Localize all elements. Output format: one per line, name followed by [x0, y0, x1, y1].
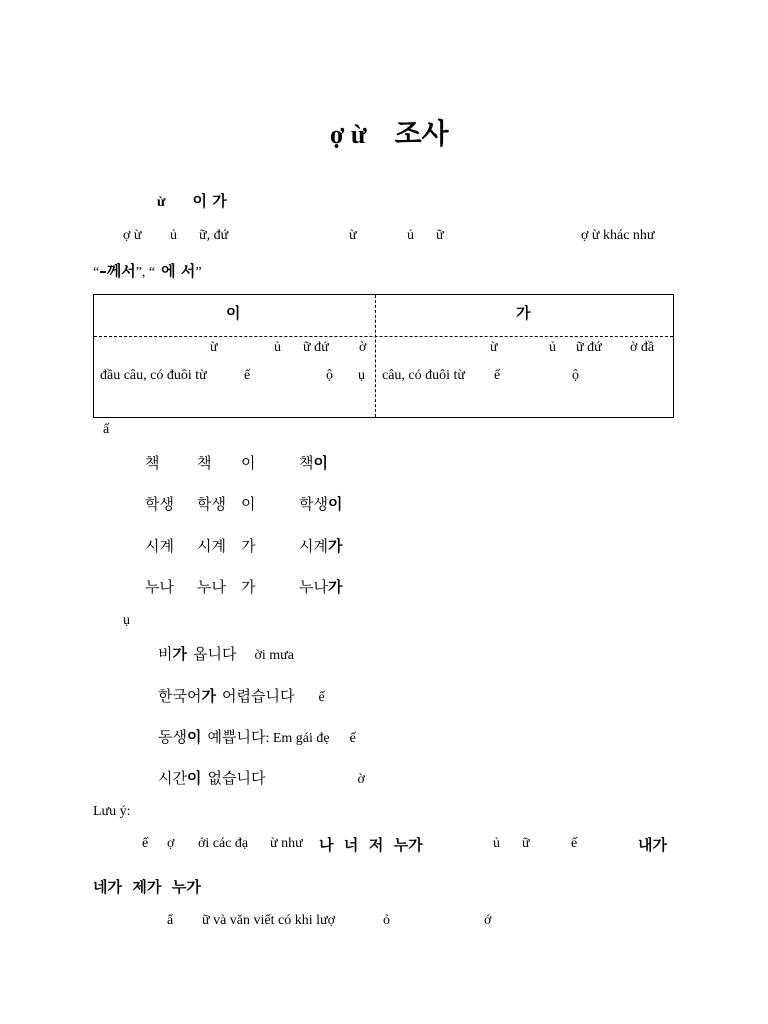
- sentence-row: 비가 옵니다 ời mưa: [158, 645, 294, 663]
- usage-label: ụ: [123, 613, 130, 628]
- section-heading: ừ 이 가: [157, 192, 227, 210]
- sentence-row: 시간이 없습니다 ờ: [158, 769, 365, 787]
- example-row: 누나 누나 가 누나가: [145, 578, 343, 596]
- example-row: 시계 시계 가 시계가: [145, 537, 343, 555]
- example-row: 학생 학생 이 학생이: [145, 495, 343, 513]
- title-viet: ợ ừ: [330, 120, 367, 149]
- example-label: ấ: [103, 422, 110, 437]
- particle-table: 이 가 ừ ủ ữ đứ ờ đầu câu, có đuôi từ ế ộ ụ ừ ủ ữ đứ ờ đầ câu, có đuôi từ ế ộ: [93, 294, 674, 418]
- table-header-left: 이: [226, 304, 241, 322]
- table-row-divider: [94, 336, 673, 337]
- sentence-row: 한국어가 어렵습니다 ế: [158, 687, 325, 705]
- note-label: Lưu ý:: [93, 804, 131, 819]
- example-row: 책 책 이 책이: [145, 454, 328, 472]
- table-header-right: 가: [516, 304, 531, 322]
- page-title: [330, 112, 449, 152]
- table-column-divider: [375, 295, 376, 417]
- title-korean: 조사: [394, 117, 449, 150]
- sentence-row: 동생이 예쁩니다: Em gái đẹ ế: [158, 728, 356, 746]
